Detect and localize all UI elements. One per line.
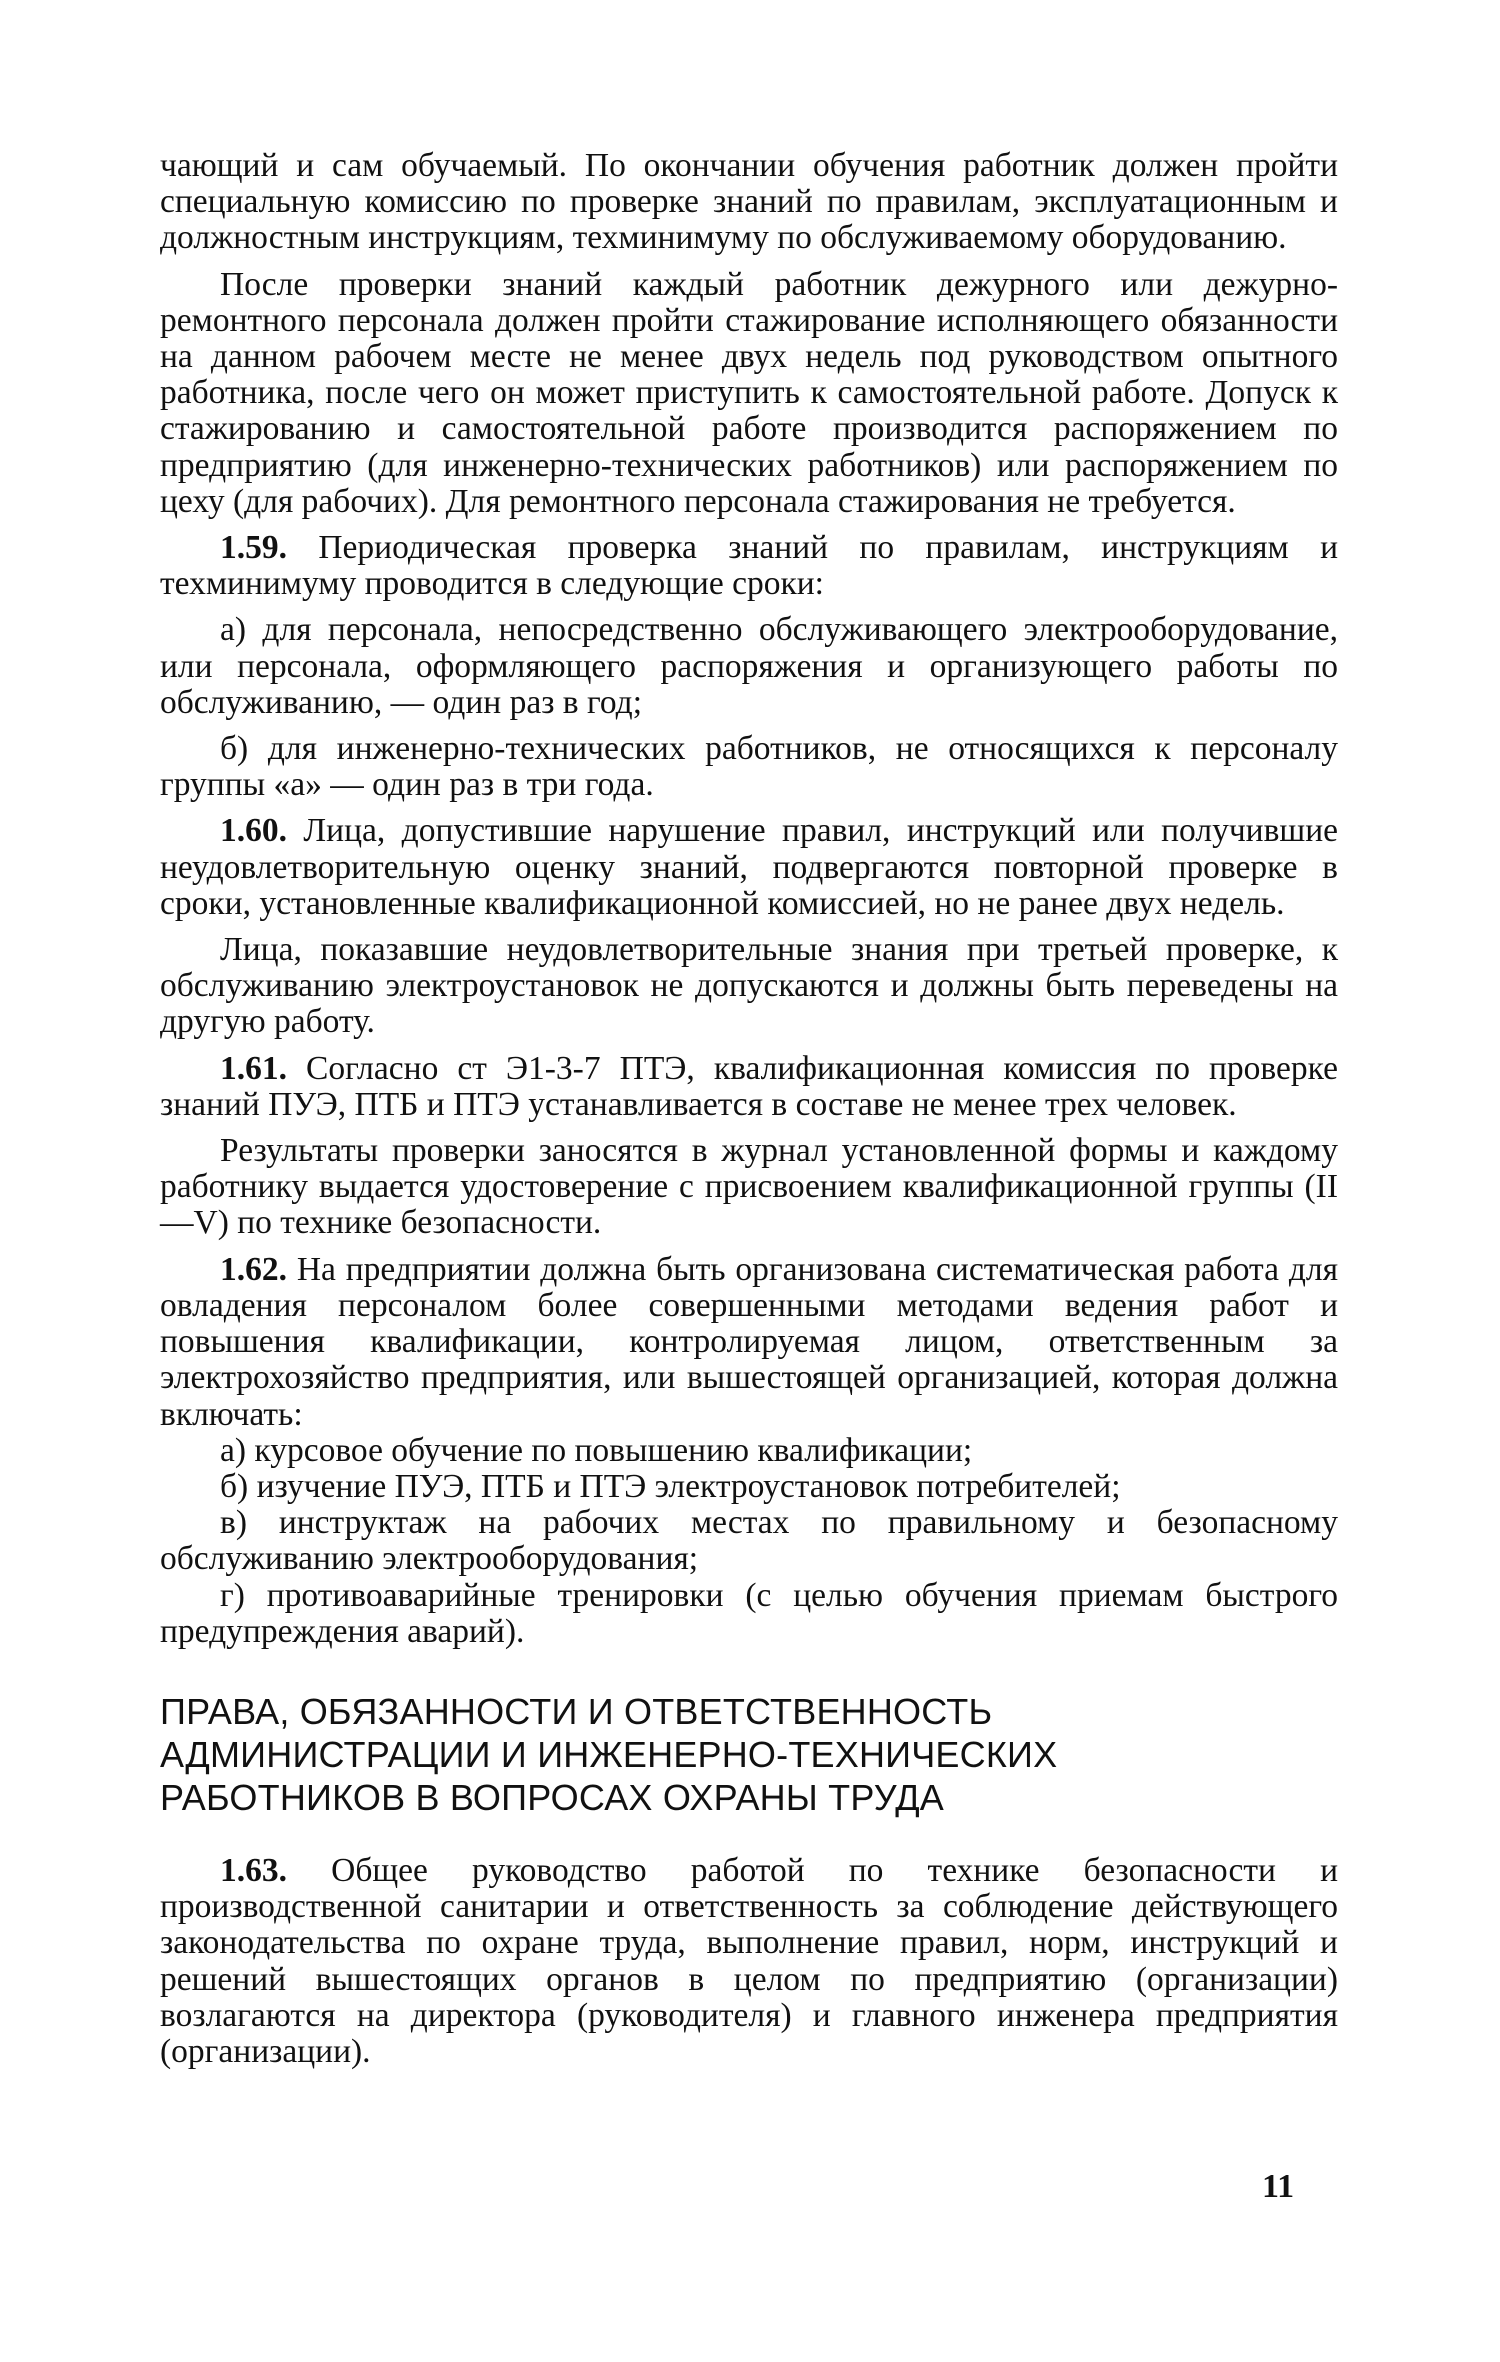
clause-1-63 [160, 1853, 1338, 2070]
clause-1-59-item-b: б) для инженерно-технических работников, не относящихся к персоналу группы «а» — один раз в три года. [160, 730, 1338, 804]
clause-1-59 [160, 530, 1338, 602]
clause-text: Периодическая проверка знаний по правилам, инструкциям и техминимуму проводится в следующие сроки: [160, 529, 1338, 603]
page-body [160, 148, 1338, 2070]
clause-1-62-item-d: г) противоаварийные тренировки (с целью обучения приемам быстрого предупреждения аварий). [160, 1576, 1338, 1650]
section-heading-line-2: АДМИНИСТРАЦИИ И ИНЖЕНЕРНО-ТЕХНИЧЕСКИХ [160, 1733, 1058, 1775]
section-heading-line-3: РАБОТНИКОВ В ВОПРОСАХ ОХРАНЫ ТРУДА [160, 1776, 944, 1818]
clause-1-62-item-b: б) изучение ПУЭ, ПТБ и ПТЭ электроустановок потребителей; [220, 1467, 1121, 1505]
clause-1-61 [160, 1051, 1338, 1123]
section-heading [160, 1690, 1338, 1819]
paragraph-continuation: чающий и сам обучаемый. По окончании обучения работник должен пройти специальную комиссию по проверке знаний по правилам, эксплуатационным и должностным инструкциям, техминимуму по обслуживаемому оборудованию. [160, 147, 1338, 257]
clause-text: Общее руководство работой по технике безопасности и производственной санитарии и ответственность за соблюдение действующего законодательства по охране труда, выполнение правил, норм, инструкций и решений вышестоящих органов в целом по предприятию (организации) возлагаются на директора (руководителя) и главного инженера предприятия (организации). [160, 1851, 1338, 2070]
clause-text: Лица, допустившие нарушение правил, инструкций или получившие неудовлетворительную оценку знаний, подвергаются повторной проверке в сроки, установленные квалификационной комиссией, но не ранее двух недель. [160, 812, 1339, 922]
paragraph-internship: После проверки знаний каждый работник дежурного или дежурно-ремонтного персонала должен пройти стажирование исполняющего обязанности на данном рабочем месте не менее двух недель под руководством опытного работника, после чего он может приступить к самостоятельной работе. Допуск к стажированию и самостоятельной работе производится распоряжением по предприятию (для инженерно-технических работников) или распоряжением по цеху (для рабочих). Для ремонтного персонала стажирования не требуется. [160, 265, 1338, 520]
clause-1-60 [160, 813, 1338, 922]
clause-number: 1.60. [220, 812, 287, 850]
clause-1-62-item-a: а) курсовое обучение по повышению квалификации; [220, 1431, 973, 1469]
clause-1-60-paragraph-2: Лица, показавшие неудовлетворительные знания при третьей проверке, к обслуживанию электроустановок не допускаются и должны быть переведены на другую работу. [160, 931, 1338, 1041]
clause-1-62-item-c: в) инструктаж на рабочих местах по правильному и безопасному обслуживанию электрооборудования; [160, 1504, 1338, 1578]
clause-1-59-item-a: а) для персонала, непосредственно обслуживающего электрооборудование, или персонала, оформляющего распоряжения и организующего работы по обслуживанию, — один раз в год; [160, 611, 1338, 721]
clause-number: 1.63. [220, 1851, 287, 1889]
clause-1-61-paragraph-2: Результаты проверки заносятся в журнал установленной формы и каждому работнику выдается удостоверение с присвоением квалификационной группы (II—V) по технике безопасности. [160, 1132, 1338, 1242]
clause-number: 1.62. [220, 1250, 287, 1288]
clause-number: 1.59. [220, 529, 287, 567]
clause-1-62 [160, 1252, 1338, 1433]
clause-text: На предприятии должна быть организована систематическая работа для овладения персоналом более совершенными методами ведения работ и повышения квалификации, контролируемая лицом, ответственным за электрохозяйство предприятия, или вышестоящей организацией, которая должна включать: [160, 1250, 1338, 1433]
page-number: 11 [1262, 2168, 1295, 2205]
clause-text: Согласно ст Э1-3-7 ПТЭ, квалификационная комиссия по проверке знаний ПУЭ, ПТБ и ПТЭ устанавливается в составе не менее трех человек. [160, 1049, 1338, 1123]
section-heading-line-1: ПРАВА, ОБЯЗАННОСТИ И ОТВЕТСТВЕННОСТЬ [160, 1690, 993, 1732]
clause-number: 1.61. [220, 1049, 287, 1087]
